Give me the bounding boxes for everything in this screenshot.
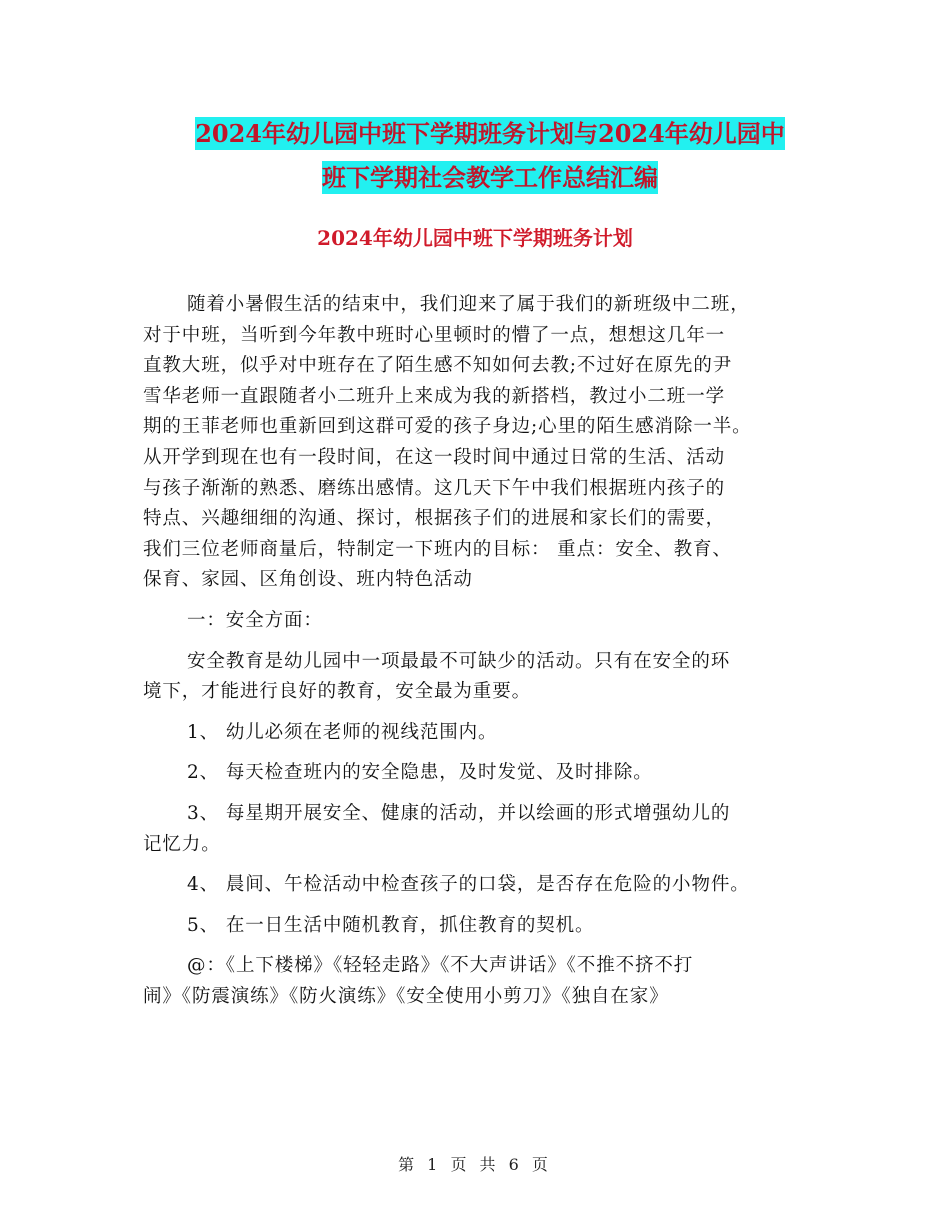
intro-line: 直教大班，似乎对中班存在了陌生感不知如何去教;不过好在原先的尹 xyxy=(143,355,733,377)
document-title-line-1: 2024年幼儿园中班下学期班务计划与2024年幼儿园中 xyxy=(195,119,785,148)
page-footer: 第 1 页 共 6 页 xyxy=(398,1155,552,1174)
intro-paragraph xyxy=(143,290,813,596)
safety-heading: 一：安全方面： xyxy=(187,609,323,631)
section-title: 2024年幼儿园中班下学期班务计划 xyxy=(317,226,633,250)
intro-line: 特点、兴趣细细的沟通、探讨，根据孩子们的进展和家长们的需要， xyxy=(143,508,726,530)
list-item: 4、 晨间、午检活动中检查孩子的口袋，是否存在危险的小物件。 xyxy=(187,874,750,896)
activities-line: 闹》《防震演练》《防火演练》《安全使用小剪刀》《独自在家》 xyxy=(143,985,669,1007)
intro-line: 期的王菲老师也重新回到这群可爱的孩子身边;心里的陌生感消除一半。 xyxy=(143,416,752,438)
intro-line: 对于中班，当听到今年教中班时心里顿时的懵了一点，想想这几年一 xyxy=(143,324,726,346)
document-title-line-2: 班下学期社会教学工作总结汇编 xyxy=(322,163,658,192)
safety-intro-paragraph xyxy=(143,647,813,708)
safety-intro-line: 安全教育是幼儿园中一项最最不可缺少的活动。只有在安全的环 xyxy=(187,650,731,672)
intro-line: 保育、家园、区角创设、班内特色活动 xyxy=(143,569,473,591)
intro-line: 与孩子渐渐的熟悉、磨练出感情。这几天下午中我们根据班内孩子的 xyxy=(143,477,726,499)
list-item-line: 3、 每星期开展安全、健康的活动，并以绘画的形式增强幼儿的 xyxy=(187,802,731,824)
intro-line: 从开学到现在也有一段时间，在这一段时间中通过日常的生活、活动 xyxy=(143,446,726,468)
activities-line: @：《上下楼梯》《轻轻走路》《不大声讲话》《不推不挤不打 xyxy=(187,955,694,977)
document-body xyxy=(143,290,813,1012)
list-item-line: 记忆力。 xyxy=(143,833,221,855)
list-item: 1、 幼儿必须在老师的视线范围内。 xyxy=(187,721,498,743)
document-title xyxy=(140,112,840,200)
list-item xyxy=(143,799,813,860)
activities-paragraph xyxy=(143,951,813,1012)
intro-line: 我们三位老师商量后，特制定一下班内的目标： 重点：安全、教育、 xyxy=(143,538,732,560)
intro-line: 随着小暑假生活的结束中，我们迎来了属于我们的新班级中二班， xyxy=(187,294,750,315)
list-item: 2、 每天检查班内的安全隐患，及时发觉、及时排除。 xyxy=(187,762,653,784)
intro-line: 雪华老师一直跟随者小二班升上来成为我的新搭档，教过小二班一学 xyxy=(143,385,726,407)
list-item: 5、 在一日生活中随机教育，抓住教育的契机。 xyxy=(187,914,595,936)
safety-intro-line: 境下，才能进行良好的教育，安全最为重要。 xyxy=(143,681,532,703)
